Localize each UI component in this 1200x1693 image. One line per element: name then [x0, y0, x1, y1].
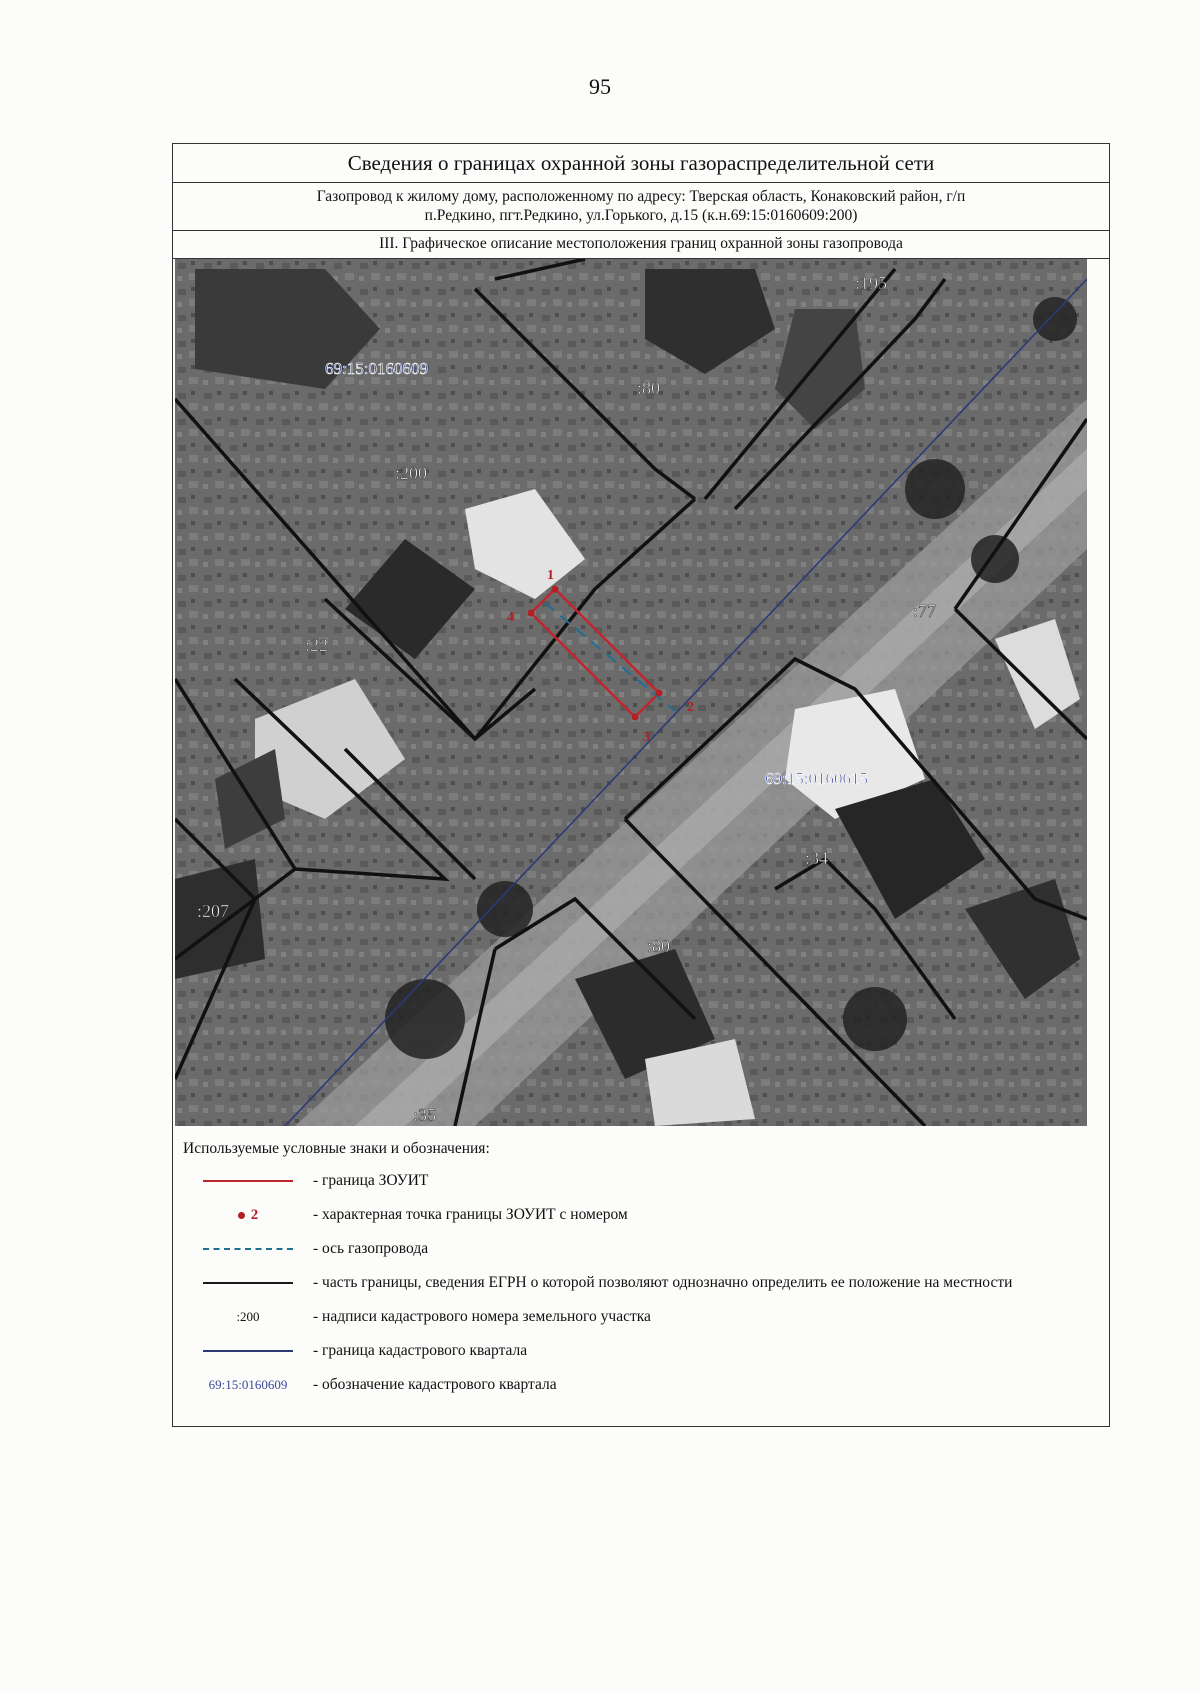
legend-quarter-symbol: 69:15:0160609 — [208, 1377, 288, 1392]
legend-row-point — [183, 1204, 1109, 1238]
parcel-label-35: :35 — [413, 1105, 437, 1125]
zouit-point-1 — [552, 586, 559, 593]
parcel-label-80-north: :80 — [637, 378, 661, 398]
quarter-label-0160609: 69:15:0160609 — [325, 359, 428, 378]
legend-row-egrn-boundary — [183, 1272, 1109, 1306]
legend-text-gas-axis: - ось газопровода — [313, 1240, 429, 1257]
point-label-2: 2 — [687, 700, 694, 715]
legend-row-quarter-boundary — [183, 1340, 1109, 1374]
navy-line-icon — [203, 1350, 293, 1352]
map-sheet — [172, 143, 1110, 1427]
parcel-label-195: :195 — [855, 273, 888, 293]
legend-title: Используемые условные знаки и обозначения: — [183, 1140, 490, 1157]
dashed-line-icon — [203, 1248, 293, 1250]
sheet-title: Сведения о границах охранной зоны газораспределительной сети — [173, 144, 1109, 183]
parcel-label-207: :207 — [197, 901, 230, 921]
page-number: 95 — [589, 74, 611, 99]
point-label-1: 1 — [547, 568, 554, 583]
legend-row-parcel-label — [183, 1306, 1109, 1340]
point-label-3: 3 — [643, 730, 650, 745]
parcel-label-22: :22 — [305, 635, 329, 655]
quarter-label-0160615: 69:15:0160615 — [765, 769, 868, 788]
legend-row-quarter-label — [183, 1374, 1109, 1408]
legend-row-zouit-boundary — [183, 1170, 1109, 1204]
legend-text-point: - характерная точка границы ЗОУИТ с номером — [313, 1206, 628, 1223]
legend-parcel-symbol: :200 — [236, 1309, 260, 1324]
map-canvas — [175, 259, 1087, 1126]
legend — [173, 1126, 1109, 1426]
parcel-label-77: :77 — [913, 601, 937, 621]
red-line-icon — [203, 1180, 293, 1182]
parcel-label-34: :34 — [805, 848, 829, 868]
point-label-4: 4 — [507, 610, 514, 625]
section-title: III. Графическое описание местоположения границ охранной зоны газопровода — [173, 231, 1109, 259]
parcel-label-200: :200 — [395, 463, 428, 483]
legend-text-quarter-label: - обозначение кадастрового квартала — [313, 1376, 557, 1393]
legend-text-egrn-boundary: - часть границы, сведения ЕГРН о которой позволяют однозначно определить ее положение на местности — [313, 1274, 1013, 1291]
aerial-map[interactable] — [175, 259, 1087, 1126]
legend-text-parcel-label: - надписи кадастрового номера земельного участка — [313, 1308, 651, 1325]
legend-point-number: 2 — [250, 1206, 259, 1223]
object-description-line-2: п.Редкино, пгт.Редкино, ул.Горького, д.15 (к.н.69:15:0160609:200) — [424, 207, 858, 224]
zouit-point-4 — [528, 610, 535, 617]
legend-text-quarter-boundary: - граница кадастрового квартала — [313, 1342, 528, 1359]
object-description-line-1: Газопровод к жилому дому, расположенному по адресу: Тверская область, Конаковский район, г/п — [316, 188, 966, 205]
zouit-point-3 — [632, 714, 639, 721]
parcel-label-80-south: :80 — [647, 936, 671, 956]
legend-row-gas-axis — [183, 1238, 1109, 1272]
zouit-point-2 — [656, 690, 663, 697]
point-dot-icon — [238, 1212, 245, 1219]
object-description — [173, 183, 1109, 231]
black-line-icon — [203, 1282, 293, 1284]
legend-text-zouit-boundary: - граница ЗОУИТ — [313, 1172, 429, 1189]
